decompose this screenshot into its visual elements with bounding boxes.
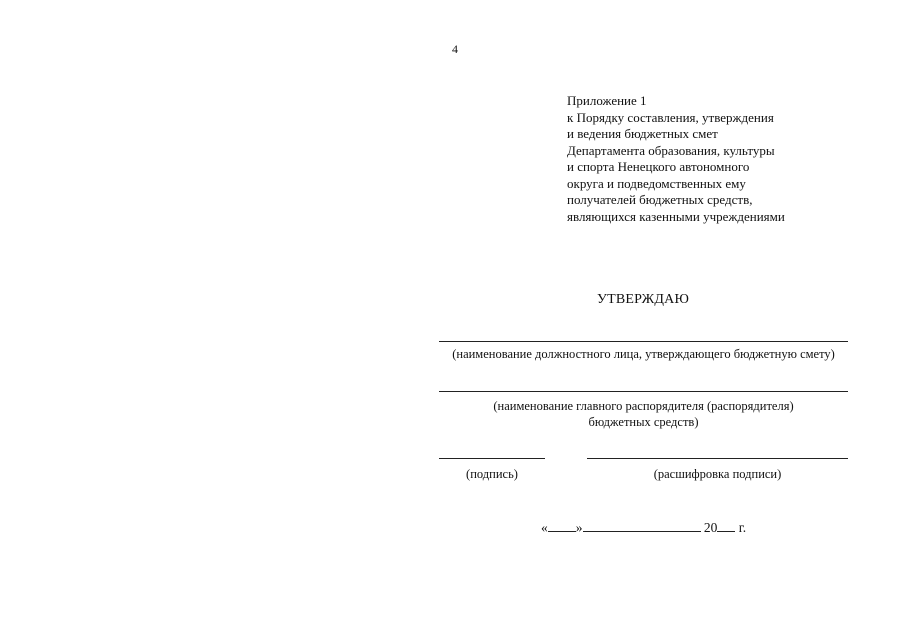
approve-heading: УТВЕРЖДАЮ bbox=[597, 292, 690, 307]
appendix-line: получателей бюджетных средств, bbox=[567, 192, 753, 207]
page-number: 4 bbox=[452, 42, 458, 56]
signature-decoding-caption: (расшифровка подписи) bbox=[653, 467, 782, 481]
date-open-quote: « bbox=[541, 520, 548, 535]
year-suffix: г. bbox=[738, 520, 747, 535]
appendix-line: Департамента образования, культуры bbox=[567, 142, 775, 158]
day-blank bbox=[548, 519, 576, 532]
manager-name-line bbox=[439, 391, 848, 392]
manager-caption-line1: (наименование главного распорядителя (распорядителя) bbox=[493, 399, 794, 413]
appendix-line: к Порядку составления, утверждения bbox=[567, 109, 774, 125]
appendix-line: и спорта Ненецкого автономного bbox=[567, 159, 750, 174]
official-name-line bbox=[439, 341, 848, 342]
appendix-line: и ведения бюджетных смет bbox=[567, 126, 718, 141]
manager-name-caption bbox=[439, 398, 848, 430]
year-blank bbox=[717, 519, 735, 532]
date-line bbox=[541, 519, 746, 536]
appendix-line: округа и подведомственных ему bbox=[567, 175, 746, 191]
manager-caption-line2: бюджетных средств) bbox=[588, 415, 699, 429]
signature-line bbox=[439, 458, 545, 459]
appendix-line: являющихся казенными учреждениями bbox=[567, 208, 785, 224]
month-blank bbox=[583, 519, 701, 532]
date-close-quote: » bbox=[575, 520, 583, 535]
appendix-line: Приложение 1 bbox=[567, 93, 647, 108]
official-name-caption: (наименование должностного лица, утверждающего бюджетную смету) bbox=[452, 347, 835, 361]
year-prefix: 20 bbox=[703, 520, 718, 535]
appendix-block bbox=[567, 93, 867, 225]
signature-decoding-line bbox=[587, 458, 848, 459]
signature-caption: (подпись) bbox=[466, 467, 518, 481]
